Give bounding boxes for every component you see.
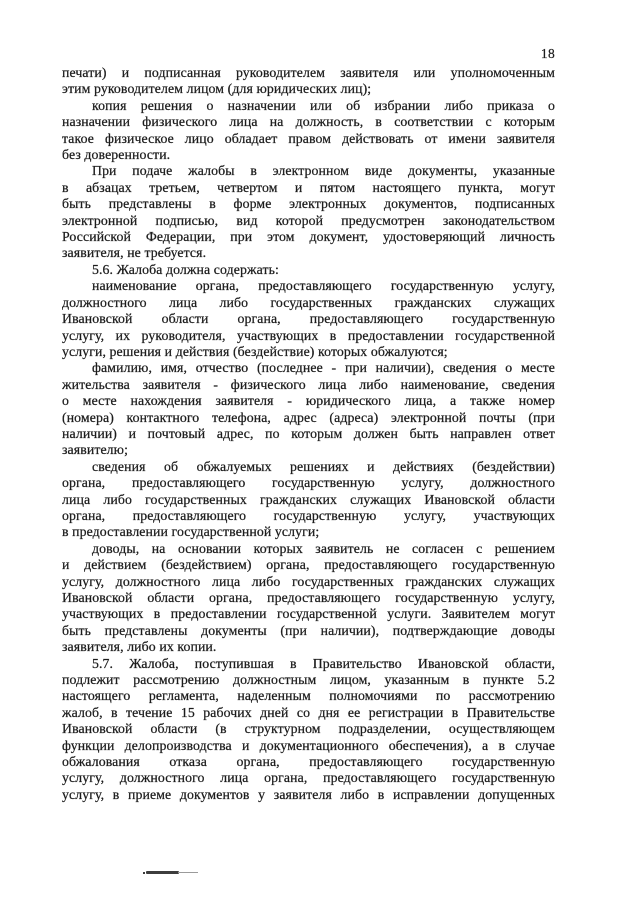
text-line: Ивановской области органа, предоставляющего государственную — [62, 311, 555, 327]
text-line: быть представлены документы (при наличии), подтверждающие доводы — [62, 622, 555, 638]
text-line: в предоставлении государственной услуги; — [62, 524, 320, 540]
text-line: этим руководителем лицом (для юридических лиц); — [62, 81, 372, 97]
text-line: жалоб, в течение 15 рабочих дней со дня ее регистрации в Правительстве — [62, 704, 555, 720]
text-line: сведения об обжалуемых решениях и действиях (бездействии) — [92, 458, 555, 474]
text-line: (номера) контактного телефона, адрес (адреса) электронной почты (при — [62, 409, 555, 425]
text-line: наличии) и почтовый адрес, по которым должен быть направлен ответ — [62, 425, 555, 441]
text-line: услуги, решения и действия (бездействие) которых обжалуются; — [62, 343, 448, 359]
text-line: в абзацах третьем, четвертом и пятом настоящего пункта, могут — [62, 179, 555, 195]
text-line: 5.7. Жалоба, поступившая в Правительство Ивановской области, — [92, 655, 555, 671]
paragraph — [62, 278, 555, 360]
text-line: органа, предоставляющего государственную услугу, должностного — [62, 475, 555, 491]
text-line: фамилию, имя, отчество (последнее - при наличии), сведения о месте — [92, 360, 555, 376]
text-line: должностного лица либо государственных гражданских служащих — [62, 294, 555, 310]
text-line: Российской Федерации, при этом документ, удостоверяющий личность — [62, 229, 555, 245]
text-line: функции делопроизводства и документационного обеспечения), а в случае — [62, 737, 555, 753]
paragraph — [62, 262, 555, 278]
text-line: заявителя, либо их копии. — [62, 639, 217, 655]
page-number: 18 — [540, 46, 555, 61]
text-line: услугу, в приеме документов у заявителя либо в исправлении допущенных — [62, 786, 555, 802]
scan-artifact-light-line — [178, 872, 198, 873]
text-line: услугу, должностного лица органа, предоставляющего государственную — [62, 770, 555, 786]
text-line: копия решения о назначении или об избрании либо приказа о — [92, 97, 555, 113]
paragraph — [62, 360, 555, 458]
paragraph — [62, 163, 555, 261]
text-line: При подаче жалобы в электронном виде документы, указанные — [92, 163, 555, 179]
text-line: Ивановской области (в структурном подразделении, осуществляющем — [62, 721, 555, 737]
text-line: печати) и подписанная руководителем заявителя или уполномоченным — [62, 65, 555, 80]
text-line: жительства заявителя - физического лица либо наименование, сведения — [62, 376, 555, 392]
paragraph — [62, 65, 555, 98]
text-line: Ивановской области органа, предоставляющего государственную услугу, — [62, 590, 555, 605]
text-line: без доверенности. — [62, 147, 171, 163]
text-line: услугу, их руководителя, участвующих в предоставлении государственной — [62, 327, 555, 343]
paragraph — [62, 656, 555, 804]
text-line: подлежит рассмотрению должностным лицом, указанным в пункте 5.2 — [62, 672, 555, 688]
paragraph — [62, 459, 555, 541]
text-line: такое физическое лицо обладает правом действовать от имени заявителя — [62, 130, 555, 146]
text-line: о месте нахождения заявителя - юридического лица, а также номер — [62, 393, 555, 409]
text-line: наименование органа, предоставляющего государственную услугу, — [92, 278, 555, 294]
text-line: настоящего регламента, наделенным полномочиями по рассмотрению — [62, 688, 555, 704]
text-line: быть представлены в форме электронных документов, подписанных — [62, 196, 555, 212]
text-line: электронной подписью, вид которой предусмотрен законодательством — [62, 212, 555, 228]
text-line: заявителя, не требуется. — [62, 245, 207, 261]
text-line: заявителю; — [62, 442, 128, 458]
text-block — [62, 65, 555, 803]
text-line: лица либо государственных гражданских служащих Ивановской области — [62, 491, 555, 507]
text-line: назначении физического лица на должность, в соответствии с которым — [62, 114, 555, 130]
text-line: доводы, на основании которых заявитель не согласен с решением — [92, 540, 555, 556]
text-line: услугу, должностного лица либо государственных гражданских служащих — [62, 573, 555, 589]
text-line: 5.6. Жалоба должна содержать: — [92, 261, 279, 277]
paragraph — [62, 98, 555, 164]
text-line: органа, предоставляющего государственную услугу, участвующих — [62, 507, 555, 523]
scan-artifact-speck — [143, 872, 145, 874]
text-line: и действием (бездействием) органа, предоставляющего государственную — [62, 557, 555, 573]
text-line: участвующих в предоставлении государственной услуги. Заявителем могут — [62, 606, 555, 622]
scan-artifact-dark-line — [146, 871, 179, 874]
text-line: обжалования отказа органа, предоставляющего государственную — [62, 754, 555, 770]
paragraph — [62, 541, 555, 656]
